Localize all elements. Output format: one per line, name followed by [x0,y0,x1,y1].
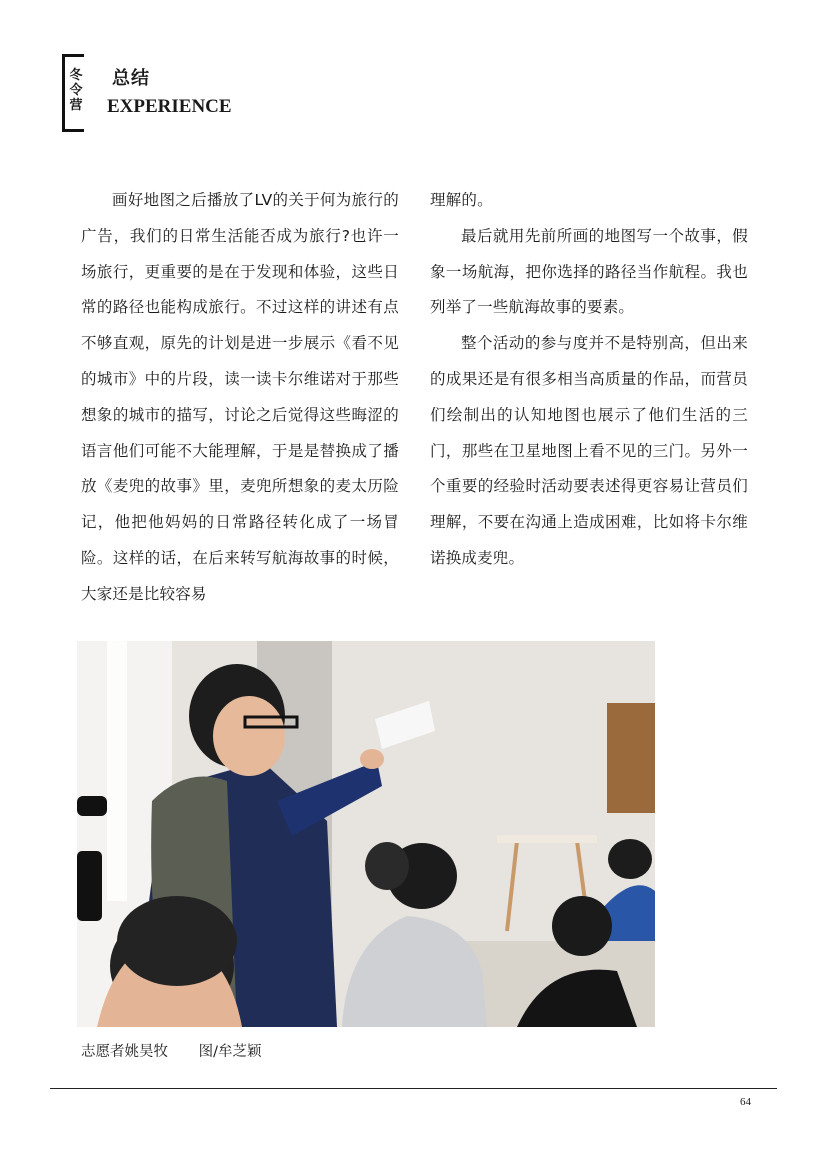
section-header [60,54,360,130]
section-title-english: EXPERIENCE [107,96,232,117]
footer-divider [50,1088,777,1089]
paragraph: 最后就用先前所画的地图写一个故事，假象一场航海，把你选择的路径当作航程。我也列举了一些航海故事的要素。 [430,226,748,317]
caption-subject: 志愿者姚昊牧 [81,1044,168,1060]
photo-caption [81,1040,288,1061]
paragraph: 理解的。 [430,191,493,209]
classroom-photo-illustration [77,641,655,1027]
page-number: 64 [740,1096,751,1108]
section-tag: 冬令营 [69,68,83,113]
caption-credit: 图/牟芝颖 [198,1044,262,1060]
paragraph: 整个活动的参与度并不是特别高，但出来的成果还是有很多相当高质量的作品，而营员们绘制出的认知地图也展示了他们生活的三门，那些在卫星地图上看不见的三门。另外一个重要的经验时活动要表述得更容易让营员们理解，不要在沟通上造成困难，比如将卡尔维诺换成麦兜。 [430,334,748,567]
article-left-column [81,183,399,613]
section-title-chinese: 总结 [112,68,150,89]
classroom-photo [77,641,655,1027]
paragraph: 画好地图之后播放了LV的关于何为旅行的广告，我们的日常生活能否成为旅行?也许一场旅行，更重要的是在于发现和体验，这些日常的路径也能构成旅行。不过这样的讲述有点不够直观，原先的计划是进一步展示《看不见的城市》中的片段，读一读卡尔维诺对于那些想象的城市的描写，讨论之后觉得这些晦涩的语言他们可能不大能理解，于是是替换成了播放《麦兜的故事》里，麦兜所想象的麦太历险记，他把他妈妈的日常路径转化成了一场冒险。这样的话，在后来转写航海故事的时候，大家还是比较容易 [81,191,399,603]
article-right-column [430,183,748,577]
